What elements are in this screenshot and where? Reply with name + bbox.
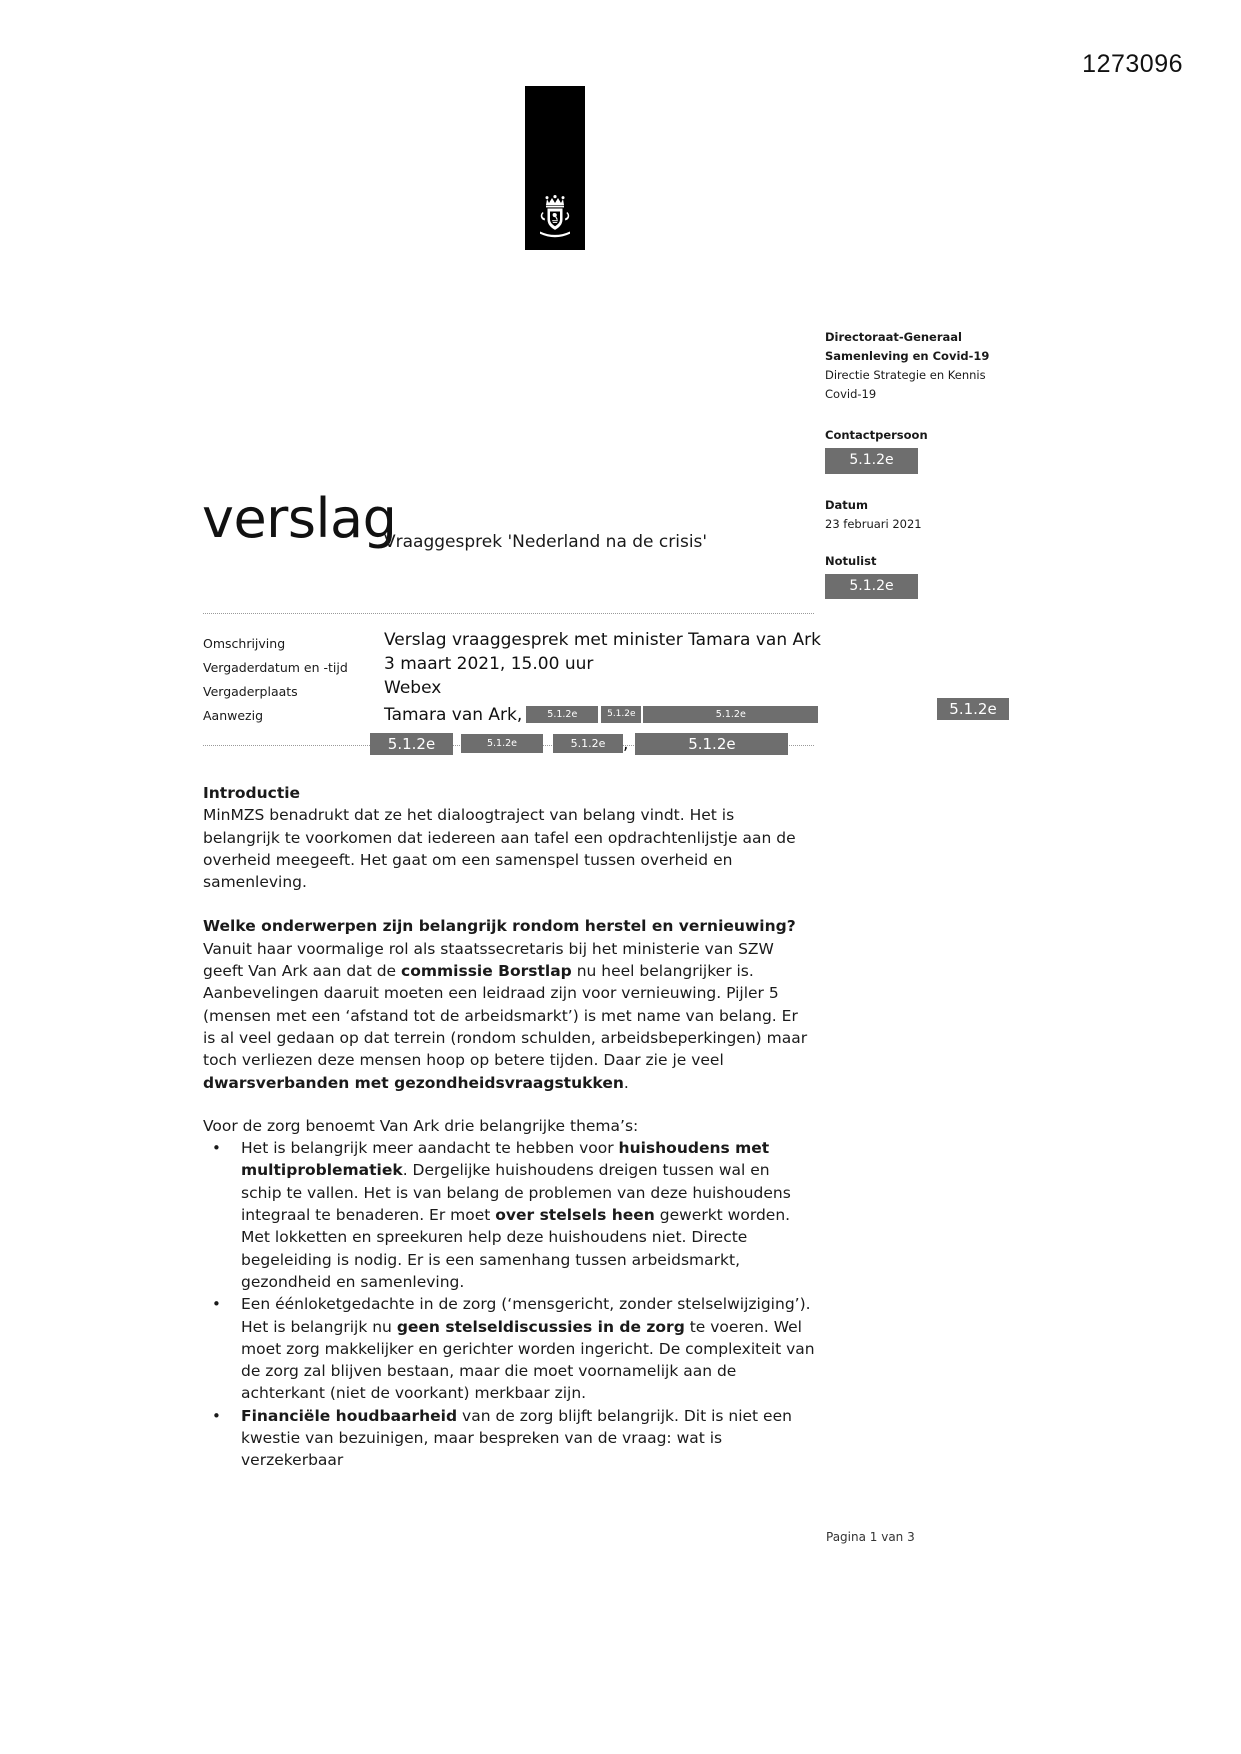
attendee-name: Tamara van Ark,: [384, 705, 523, 725]
redaction-attendee-5: 5.1.2e: [370, 733, 453, 755]
info-value: Verslag vraaggesprek met minister Tamara van Ark: [384, 630, 821, 650]
divider-top: [203, 613, 814, 614]
themas-bullet-list: [203, 1137, 815, 1471]
redaction-notulist: 5.1.2e: [825, 574, 918, 600]
info-value: Webex: [384, 678, 442, 698]
text-run: Een éénloketgedachte in de zorg (‘mensgericht, zonder stelselwijziging’). Het is belangrijk nu: [241, 1295, 811, 1336]
info-label-aanwezig: Aanwezig: [203, 708, 264, 723]
page-subtitle: Vraaggesprek 'Nederland na de crisis': [384, 532, 708, 552]
org-line-1: Directoraat-Generaal: [825, 330, 962, 344]
redaction-attendee-2: 5.1.2e: [601, 706, 641, 723]
text-run: gewerkt worden. Met lokketten en spreekuren help deze huishoudens niet. Directe begeleiding is nodig. Er is een samenhang tussen arbeidsmarkt, gezondheid en samenleving.: [241, 1206, 791, 1291]
redaction-attendee-4: 5.1.2e: [937, 698, 1009, 720]
table-row-attendees: [203, 700, 997, 757]
page-footer: Pagina 1 van 3: [826, 1530, 915, 1544]
text-run: te voeren. Wel moet zorg makkelijker en gerichter worden ingericht. De complexiteit van de zorg zal blijven bestaan, maar die moet voornamelijk aan de achterkant (niet de voorkant) merkbaar zijn.: [241, 1317, 815, 1403]
paragraph-onderwerpen: [203, 938, 815, 1094]
table-row: [203, 630, 823, 653]
table-row: [203, 654, 823, 677]
document-meta-column: [825, 328, 1075, 599]
emphasis-dwarsverbanden: dwarsverbanden met gezondheidsvraagstukken: [203, 1073, 624, 1092]
paragraph-themas-lead: Voor de zorg benoemt Van Ark drie belangrijke thema’s:: [203, 1116, 639, 1135]
document-body: [203, 782, 815, 1472]
emphasis-financiele-houdbaarheid: Financiële houdbaarheid: [241, 1406, 458, 1425]
emphasis-commissie-borstlap: commissie Borstlap: [401, 962, 572, 981]
redaction-attendee-3: 5.1.2e: [643, 706, 818, 723]
organisation-block: [825, 328, 1075, 404]
minutes-block: [825, 552, 1075, 600]
meeting-info-table: [203, 630, 997, 757]
text-run: Het is belangrijk meer aandacht te hebben voor: [241, 1139, 619, 1158]
redaction-contact: 5.1.2e: [825, 448, 918, 474]
attendees-line-2: [370, 731, 823, 757]
info-label: Vergaderplaats: [203, 684, 298, 699]
bullet-icon: •: [212, 1139, 221, 1158]
info-label: Vergaderdatum en -tijd: [203, 660, 348, 675]
redaction-attendee-7: 5.1.2e: [553, 734, 623, 753]
coat-of-arms-icon: [534, 194, 576, 240]
table-row: [203, 678, 823, 701]
org-line-2: Samenleving en Covid-19: [825, 349, 990, 363]
emphasis-geen-stelseldiscussies: geen stelseldiscussies in de zorg: [396, 1317, 685, 1336]
paragraph-introductie: MinMZS benadrukt dat ze het dialoogtraject van belang vindt. Het is belangrijk te voorkomen dat iedereen aan tafel een opdrachtenlijstje aan de overheid meegeeft. Het gaat om een samenspel tussen overheid en samenleving.: [203, 806, 796, 892]
attendees-comma: ,: [623, 734, 629, 754]
minutes-label: Notulist: [825, 553, 877, 568]
org-line-3: Directie Strategie en Kennis: [825, 368, 986, 382]
contact-block: [825, 426, 1075, 474]
page-title: verslag: [202, 487, 397, 550]
text-run: van de zorg blijft belangrijk. Dit is niet een kwestie van bezuinigen, maar bespreken van de vraag: wat is verzekerbaar: [241, 1406, 792, 1470]
list-item: [203, 1293, 815, 1404]
info-label: Omschrijving: [203, 636, 286, 651]
bullet-icon: •: [212, 1295, 221, 1314]
contact-label: Contactpersoon: [825, 428, 928, 442]
date-value: 23 februari 2021: [825, 516, 922, 531]
text-run: .: [623, 1073, 629, 1092]
rijksoverheid-logo-bar: [525, 86, 585, 250]
text-run: Vanuit haar voormalige rol als staatssecretaris bij het ministerie van SZW geeft Van Ark aan dat de: [203, 939, 774, 981]
date-block: [825, 496, 1075, 534]
info-value: 3 maart 2021, 15.00 uur: [384, 654, 594, 674]
redaction-attendee-6: 5.1.2e: [461, 734, 543, 753]
bullet-icon: •: [212, 1406, 221, 1425]
heading-onderwerpen: Welke onderwerpen zijn belangrijk rondom herstel en vernieuwing?: [203, 917, 796, 936]
text-run: nu heel belangrijker is. Aanbevelingen daaruit moeten een leidraad zijn voor vernieuwing. Pijler 5 (mensen met een ‘afstand tot de arbeidsmarkt’) is met name van belang. Er is al veel gedaan op dat terrein (rondom schulden, arbeidsbeperkingen) maar toch verliezen deze mensen hoop op betere tijden. Daar zie je veel: [203, 962, 808, 1070]
redaction-attendee-8: 5.1.2e: [635, 733, 788, 755]
list-item: [203, 1405, 815, 1472]
org-line-4: Covid-19: [825, 387, 877, 401]
list-item: [203, 1137, 815, 1293]
date-label: Datum: [825, 497, 868, 512]
emphasis-over-stelsels-heen: over stelsels heen: [495, 1206, 655, 1225]
heading-introductie: Introductie: [203, 784, 301, 802]
redaction-attendee-1: 5.1.2e: [526, 706, 598, 723]
emphasis-huishoudens: huishoudens met multiproblematiek: [241, 1139, 770, 1180]
attendees-value: [384, 700, 997, 757]
text-run: . Dergelijke huishoudens dreigen tussen wal en schip te vallen. Het is van belang de problemen van deze huishoudens integraal te benaderen. Er moet: [241, 1161, 791, 1225]
document-number: 1273096: [1082, 50, 1183, 78]
